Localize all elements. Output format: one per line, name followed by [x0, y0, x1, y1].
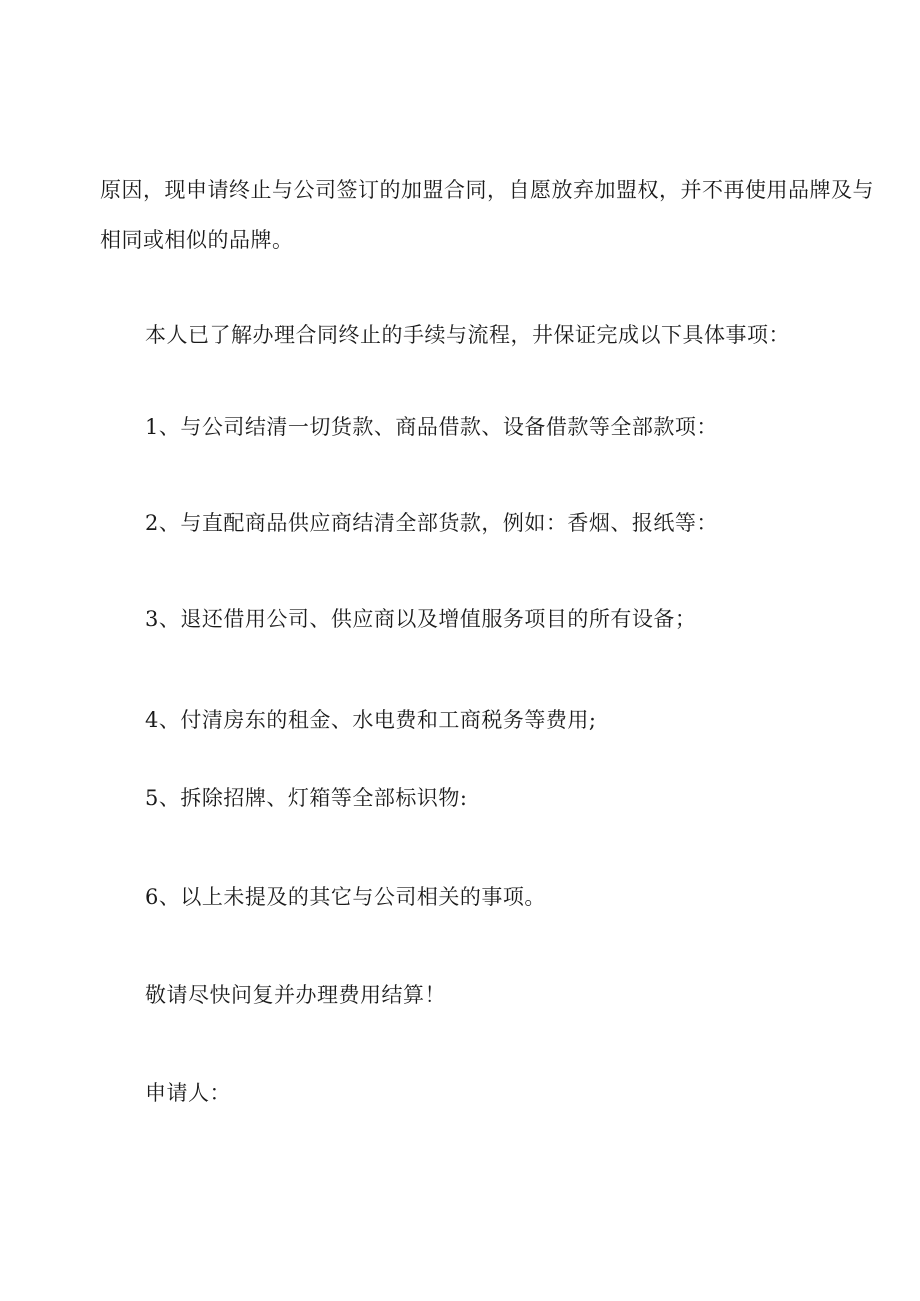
intro-paragraph-line-1: 原因，现申请终止与公司签订的加盟合同，自愿放弃加盟权，并不再使用品牌及与 — [100, 178, 874, 202]
list-item-6: 6、以上未提及的其它与公司相关的事项。 — [145, 885, 546, 909]
commitment-intro: 本人已了解办理合同终止的手续与流程，井保证完成以下具体事项： — [145, 323, 790, 347]
list-item-2: 2、与直配商品供应商结清全部货款，例如：香烟、报纸等： — [145, 511, 718, 535]
list-item-5: 5、拆除招牌、灯箱等全部标识物: — [145, 786, 468, 810]
list-item-1: 1、与公司结清一切货款、商品借款、设备借款等全部款项： — [145, 415, 718, 439]
closing-request: 敬请尽快问复并办理费用结算！ — [145, 983, 446, 1007]
intro-paragraph-line-2: 相同或相似的品牌。 — [100, 228, 294, 252]
list-item-4: 4、付清房东的租金、水电费和工商税务等费用; — [145, 708, 597, 732]
list-item-3: 3、退还借用公司、供应商以及增值服务项目的所有设备； — [145, 607, 697, 631]
applicant-label: 申请人： — [145, 1081, 231, 1105]
